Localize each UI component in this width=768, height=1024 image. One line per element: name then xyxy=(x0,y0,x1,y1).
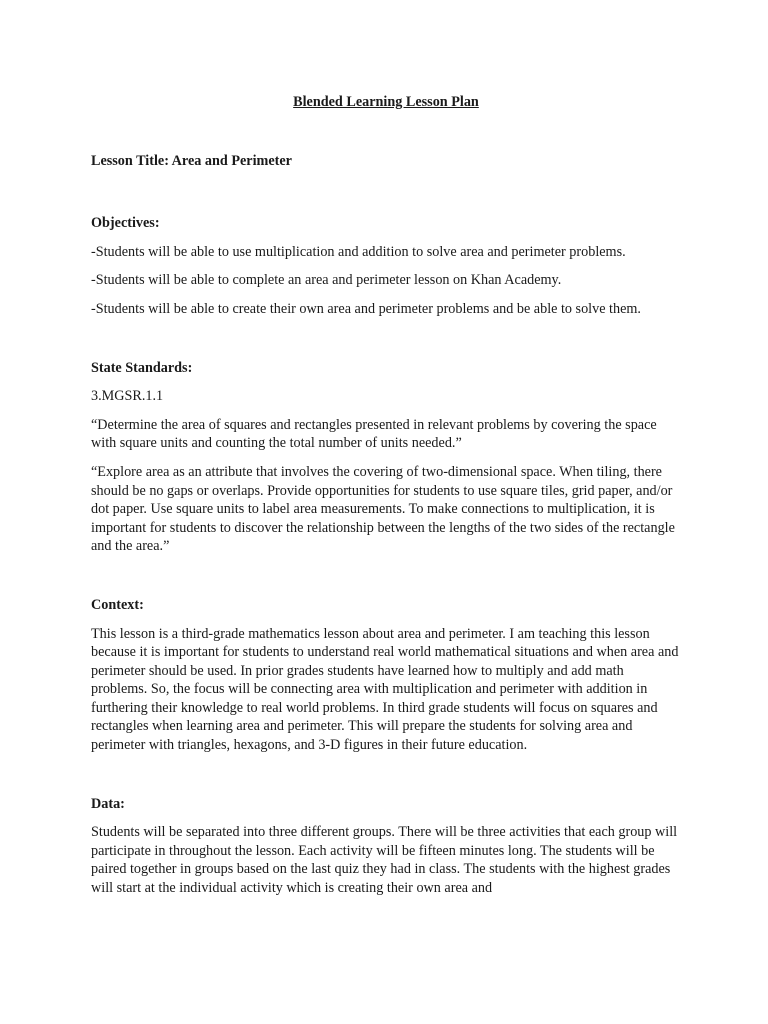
standard-code: 3.MGSR.1.1 xyxy=(91,388,164,405)
data-section xyxy=(91,795,681,898)
section-gap xyxy=(91,566,681,596)
objectives-heading: Objectives: xyxy=(91,215,160,232)
section-gap xyxy=(91,765,681,795)
objectives-section xyxy=(91,214,681,318)
objective-item: -Students will be able to create their own area and perimeter problems and be able to solve them. xyxy=(91,300,641,317)
lesson-title: Lesson Title: Area and Perimeter xyxy=(91,152,292,169)
context-body: This lesson is a third-grade mathematics lesson about area and perimeter. I am teaching this lesson because it is important for students to understand real world mathematical situations and when area and perimeter should be used. In prior grades students have learned how to multiply and add math problems. So, the focus will be connecting area with multiplication and perimeter with addition in furthering their knowledge to real world problems. In third grade students will focus on squares and rectangles when learning area and perimeter. This will prepare the students for solving area and perimeter with triangles, hexagons, and 3-D figures in their future education. xyxy=(91,625,679,754)
data-body: Students will be separated into three different groups. There will be three activities that each group will participate in throughout the lesson. Each activity will be fifteen minutes long. The students will be paired together in groups based on the last quiz they had in class. The students with the highest grades will start at the individual activity which is creating their own area and xyxy=(91,824,678,897)
standard-quote-2: “Explore area as an attribute that involves the covering of two-dimensional space. When tiling, there should be no gaps or overlaps. Provide opportunities for students to use square tiles, grid paper, and/or dot paper. Use square units to label area measurements. To make connections to multiplication, it is important for students to discover the relationship between the lengths of the two sides of the rectangle and the area.” xyxy=(91,463,675,555)
context-heading: Context: xyxy=(91,596,144,613)
section-gap xyxy=(91,329,681,359)
data-heading: Data: xyxy=(91,795,125,812)
context-section xyxy=(91,596,681,755)
document-title: Blended Learning Lesson Plan xyxy=(293,94,479,110)
standard-quote-1: “Determine the area of squares and rectangles presented in relevant problems by covering the space with square units and counting the total number of units needed.” xyxy=(91,416,657,452)
document-body xyxy=(91,93,681,908)
standards-heading: State Standards: xyxy=(91,359,193,376)
standards-section xyxy=(91,359,681,556)
objective-item: -Students will be able to complete an area and perimeter lesson on Khan Academy. xyxy=(91,272,562,289)
objective-item: -Students will be able to use multiplication and addition to solve area and perimeter problems. xyxy=(91,243,626,260)
